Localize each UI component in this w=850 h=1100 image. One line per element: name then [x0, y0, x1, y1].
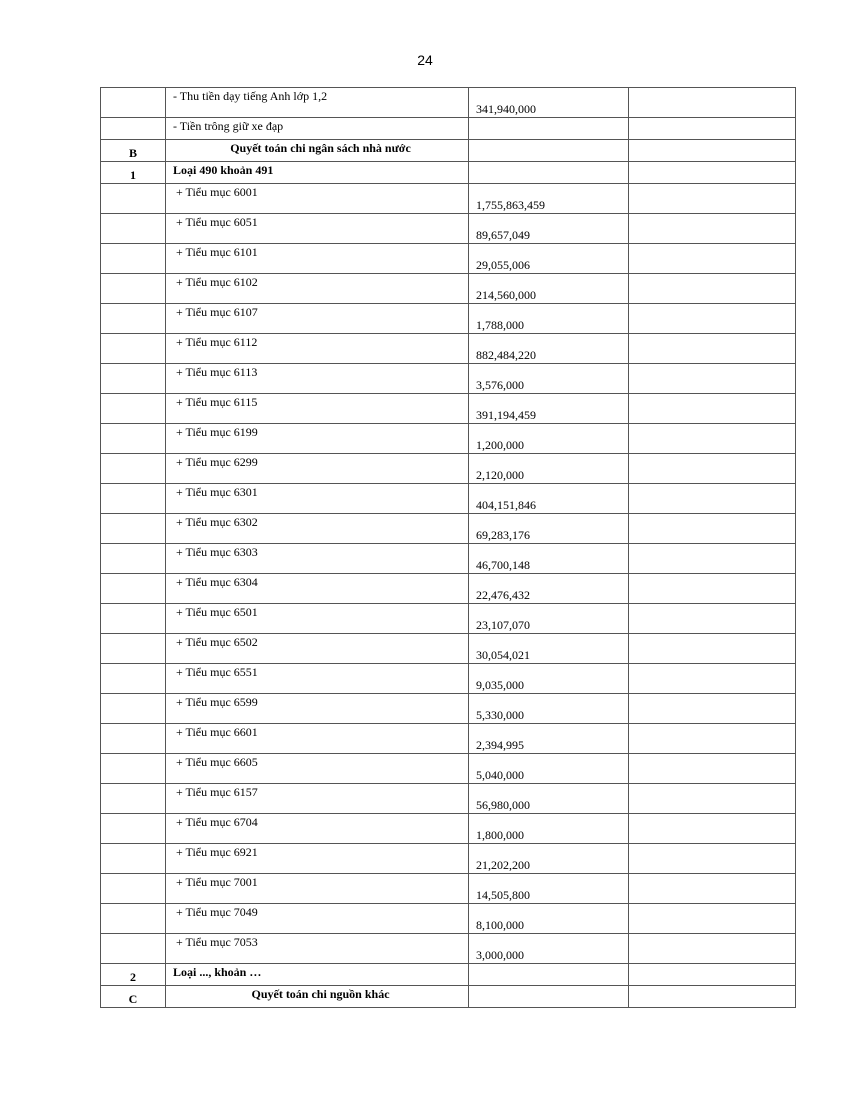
row-note-cell [629, 118, 796, 140]
row-description-cell: + Tiểu mục 6051 [166, 214, 469, 244]
table-row [101, 934, 796, 964]
table-row [101, 140, 796, 162]
row-amount-cell: 46,700,148 [469, 544, 629, 574]
row-note-cell [629, 244, 796, 274]
row-amount-cell: 1,200,000 [469, 424, 629, 454]
table-row [101, 484, 796, 514]
table-row [101, 964, 796, 986]
row-amount-cell: 391,194,459 [469, 394, 629, 424]
row-note-cell [629, 162, 796, 184]
row-note-cell [629, 214, 796, 244]
row-code-cell [101, 874, 166, 904]
row-amount-cell: 29,055,006 [469, 244, 629, 274]
row-description-cell: + Tiểu mục 6199 [166, 424, 469, 454]
table-row [101, 844, 796, 874]
table-row [101, 724, 796, 754]
row-description-cell: + Tiểu mục 6303 [166, 544, 469, 574]
row-description-cell: + Tiểu mục 6302 [166, 514, 469, 544]
table-row [101, 454, 796, 484]
row-note-cell [629, 904, 796, 934]
row-description-cell: + Tiểu mục 6921 [166, 844, 469, 874]
row-amount-cell: 1,755,863,459 [469, 184, 629, 214]
row-note-cell [629, 184, 796, 214]
table-row [101, 754, 796, 784]
table-row [101, 214, 796, 244]
row-code-cell [101, 274, 166, 304]
table-row [101, 874, 796, 904]
row-description-cell: + Tiểu mục 6157 [166, 784, 469, 814]
row-amount-cell: 8,100,000 [469, 904, 629, 934]
table-row [101, 574, 796, 604]
row-amount-cell [469, 118, 629, 140]
row-code-cell [101, 334, 166, 364]
row-code-cell [101, 724, 166, 754]
row-amount-cell: 2,394,995 [469, 724, 629, 754]
row-amount-cell [469, 162, 629, 184]
table-row [101, 424, 796, 454]
row-note-cell [629, 634, 796, 664]
row-code-cell [101, 634, 166, 664]
row-amount-cell [469, 986, 629, 1008]
row-note-cell [629, 574, 796, 604]
table-row [101, 986, 796, 1008]
row-amount-cell: 9,035,000 [469, 664, 629, 694]
table-body [101, 88, 796, 1008]
table-row [101, 184, 796, 214]
row-description-cell: + Tiểu mục 6704 [166, 814, 469, 844]
row-code-cell [101, 694, 166, 724]
row-amount-cell: 1,800,000 [469, 814, 629, 844]
table-row [101, 784, 796, 814]
row-code-cell [101, 364, 166, 394]
row-note-cell [629, 544, 796, 574]
row-amount-cell: 14,505,800 [469, 874, 629, 904]
row-code-cell [101, 934, 166, 964]
table-row [101, 604, 796, 634]
row-description-cell: Loại 490 khoản 491 [166, 162, 469, 184]
row-description-cell: + Tiểu mục 7001 [166, 874, 469, 904]
row-note-cell [629, 874, 796, 904]
row-amount-cell: 882,484,220 [469, 334, 629, 364]
row-code-cell [101, 118, 166, 140]
row-description-cell: + Tiểu mục 6107 [166, 304, 469, 334]
row-description-cell: + Tiểu mục 7049 [166, 904, 469, 934]
row-description-cell: + Tiểu mục 6299 [166, 454, 469, 484]
table-row [101, 904, 796, 934]
row-code-cell [101, 304, 166, 334]
table-row [101, 544, 796, 574]
row-note-cell [629, 604, 796, 634]
row-code-cell [101, 394, 166, 424]
row-amount-cell: 22,476,432 [469, 574, 629, 604]
row-description-cell: + Tiểu mục 6551 [166, 664, 469, 694]
row-description-cell: - Thu tiền dạy tiếng Anh lớp 1,2 [166, 88, 469, 118]
table-row [101, 364, 796, 394]
row-code-cell [101, 754, 166, 784]
row-amount-cell: 5,330,000 [469, 694, 629, 724]
row-note-cell [629, 844, 796, 874]
row-amount-cell: 23,107,070 [469, 604, 629, 634]
row-amount-cell: 404,151,846 [469, 484, 629, 514]
row-description-cell: + Tiểu mục 6501 [166, 604, 469, 634]
table-row [101, 162, 796, 184]
row-code-cell [101, 904, 166, 934]
table-row [101, 274, 796, 304]
row-note-cell [629, 274, 796, 304]
row-description-cell: + Tiểu mục 6102 [166, 274, 469, 304]
row-amount-cell: 2,120,000 [469, 454, 629, 484]
row-code-cell [101, 574, 166, 604]
row-code-cell [101, 664, 166, 694]
row-code-cell [101, 424, 166, 454]
row-description-cell: + Tiểu mục 6599 [166, 694, 469, 724]
row-amount-cell: 3,576,000 [469, 364, 629, 394]
table-row [101, 694, 796, 724]
row-description-cell: - Tiền trông giữ xe đạp [166, 118, 469, 140]
row-note-cell [629, 986, 796, 1008]
row-note-cell [629, 364, 796, 394]
row-note-cell [629, 424, 796, 454]
table-row [101, 814, 796, 844]
row-description-cell: + Tiểu mục 6001 [166, 184, 469, 214]
row-note-cell [629, 394, 796, 424]
row-description-cell: + Tiểu mục 6605 [166, 754, 469, 784]
row-note-cell [629, 784, 796, 814]
row-code-cell [101, 784, 166, 814]
row-code-cell [101, 484, 166, 514]
row-code-cell [101, 604, 166, 634]
table-row [101, 664, 796, 694]
row-note-cell [629, 964, 796, 986]
row-code-cell [101, 214, 166, 244]
table-row [101, 634, 796, 664]
row-code-cell: C [101, 986, 166, 1008]
row-code-cell [101, 844, 166, 874]
row-description-cell: + Tiểu mục 6301 [166, 484, 469, 514]
table-row [101, 304, 796, 334]
table-row [101, 88, 796, 118]
row-description-cell: Quyết toán chi ngân sách nhà nước [166, 140, 469, 162]
table-row [101, 244, 796, 274]
row-description-cell: + Tiểu mục 6101 [166, 244, 469, 274]
table-row [101, 394, 796, 424]
row-note-cell [629, 334, 796, 364]
row-note-cell [629, 724, 796, 754]
row-amount-cell: 21,202,200 [469, 844, 629, 874]
row-description-cell: + Tiểu mục 6115 [166, 394, 469, 424]
row-code-cell [101, 454, 166, 484]
row-note-cell [629, 934, 796, 964]
table-row [101, 118, 796, 140]
budget-settlement-table [100, 87, 796, 1008]
row-note-cell [629, 754, 796, 784]
row-note-cell [629, 814, 796, 844]
row-description-cell: Quyết toán chi nguồn khác [166, 986, 469, 1008]
row-note-cell [629, 88, 796, 118]
row-amount-cell: 89,657,049 [469, 214, 629, 244]
row-amount-cell [469, 140, 629, 162]
row-description-cell: + Tiểu mục 6502 [166, 634, 469, 664]
row-code-cell [101, 88, 166, 118]
row-amount-cell: 69,283,176 [469, 514, 629, 544]
row-code-cell [101, 514, 166, 544]
row-note-cell [629, 304, 796, 334]
row-amount-cell [469, 964, 629, 986]
table-row [101, 334, 796, 364]
table-row [101, 514, 796, 544]
row-code-cell: 1 [101, 162, 166, 184]
row-amount-cell: 5,040,000 [469, 754, 629, 784]
page-number: 24 [417, 52, 433, 68]
row-description-cell: + Tiểu mục 7053 [166, 934, 469, 964]
row-note-cell [629, 484, 796, 514]
row-code-cell [101, 244, 166, 274]
row-description-cell: Loại ..., khoản … [166, 964, 469, 986]
row-amount-cell: 1,788,000 [469, 304, 629, 334]
row-description-cell: + Tiểu mục 6601 [166, 724, 469, 754]
row-code-cell: B [101, 140, 166, 162]
row-code-cell [101, 184, 166, 214]
row-note-cell [629, 694, 796, 724]
row-description-cell: + Tiểu mục 6113 [166, 364, 469, 394]
row-description-cell: + Tiểu mục 6112 [166, 334, 469, 364]
row-note-cell [629, 514, 796, 544]
row-note-cell [629, 664, 796, 694]
row-amount-cell: 30,054,021 [469, 634, 629, 664]
row-code-cell [101, 544, 166, 574]
row-note-cell [629, 140, 796, 162]
row-description-cell: + Tiểu mục 6304 [166, 574, 469, 604]
row-amount-cell: 214,560,000 [469, 274, 629, 304]
row-amount-cell: 3,000,000 [469, 934, 629, 964]
row-code-cell [101, 814, 166, 844]
row-note-cell [629, 454, 796, 484]
row-code-cell: 2 [101, 964, 166, 986]
row-amount-cell: 56,980,000 [469, 784, 629, 814]
row-amount-cell: 341,940,000 [469, 88, 629, 118]
